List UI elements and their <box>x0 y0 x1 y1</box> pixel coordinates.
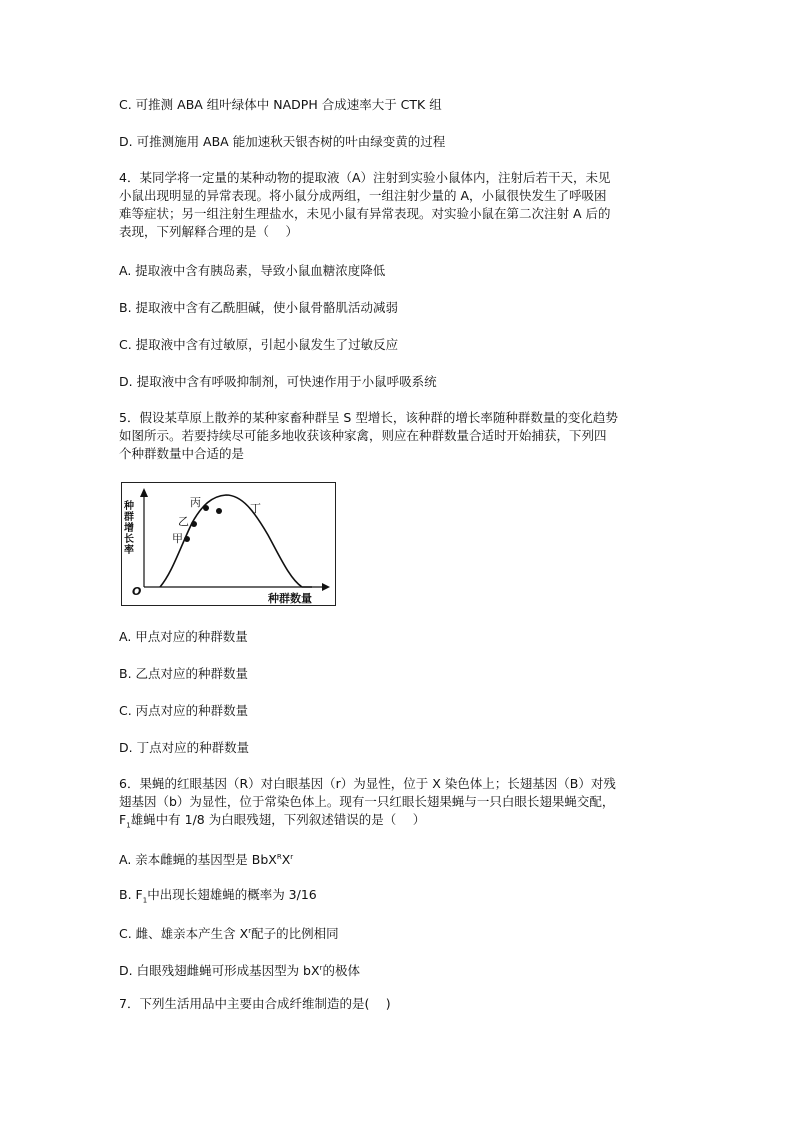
sup-r-small: r <box>290 853 294 861</box>
question-4-line: 小鼠出现明显的异常表现。将小鼠分成两组，一组注射少量的 A，小鼠很快发生了呼吸困 <box>119 188 607 203</box>
question-6-line <box>119 812 425 834</box>
y-axis-arrow <box>140 488 148 497</box>
sup-r-small: r <box>248 927 252 935</box>
x-axis-label: 种群数量 <box>268 592 312 605</box>
question-5-line: 5．假设某草原上散养的某种家畜种群呈 S 型增长，该种群的增长率随种群数量的变化趋势 <box>119 410 618 425</box>
growth-rate-graph <box>121 482 336 606</box>
point-bing <box>203 505 209 511</box>
point-label-bing: 丙 <box>190 496 201 509</box>
option-q6-a-x: X <box>281 852 291 868</box>
x-axis-arrow <box>322 583 330 591</box>
option-q6-b-pre: B. F <box>119 887 143 902</box>
point-label-jia: 甲 <box>172 532 183 545</box>
option-q6-c-text: 配子的比例相同 <box>251 926 339 942</box>
sup-r: R <box>276 853 282 861</box>
option-q4-c: C. 提取液中含有过敏原，引起小鼠发生了过敏反应 <box>119 337 399 352</box>
question-4-line: 4．某同学将一定量的某种动物的提取液（A）注射到实验小鼠体内，注射后若干天，未见 <box>119 170 611 185</box>
option-q6-d-pre: D. 白眼残翅雌蝇可形成基因型为 bX <box>119 963 320 979</box>
option-q4-d: D. 提取液中含有呼吸抑制剂，可快速作用于小鼠呼吸系统 <box>119 374 437 389</box>
point-jia <box>184 536 190 542</box>
f1-subscript: 1 <box>142 896 148 905</box>
point-yi <box>191 521 197 527</box>
option-q3-c: C. 可推测 ABA 组叶绿体中 NADPH 合成速率大于 CTK 组 <box>119 97 442 112</box>
option-q6-b-text: 中出现长翅雄蝇的概率为 3/16 <box>147 887 317 902</box>
q6-line3-text: 雄蝇中有 1/8 为白眼残翅，下列叙述错误的是（ ） <box>130 812 426 827</box>
question-6-line: 6．果蝇的红眼基因（R）对白眼基因（r）为显性，位于 X 染色体上；长翅基因（B）对残 <box>119 776 616 791</box>
option-q6-d-text: 的极体 <box>322 963 360 979</box>
option-q5-b: B. 乙点对应的种群数量 <box>119 666 249 681</box>
option-q6-c-pre: C. 雌、雄亲本产生含 X <box>119 926 249 942</box>
option-q4-b: B. 提取液中含有乙酰胆碱，使小鼠骨骼肌活动减弱 <box>119 300 399 315</box>
question-4-line: 表现，下列解释合理的是（ ） <box>119 224 298 239</box>
option-q5-c: C. 丙点对应的种群数量 <box>119 703 249 718</box>
option-q6-c <box>119 924 339 941</box>
question-7-line: 7．下列生活用品中主要由合成纤维制造的是( ) <box>119 996 391 1011</box>
option-q6-b <box>119 887 317 909</box>
point-label-yi: 乙 <box>178 515 189 528</box>
option-q6-a-text: A. 亲本雌蝇的基因型是 BbX <box>119 852 277 868</box>
y-axis-label: 种群增长率 <box>124 501 134 556</box>
question-4-line: 难等症状；另一组注射生理盐水，未见小鼠有异常表现。对实验小鼠在第二次注射 A 后的 <box>119 206 611 221</box>
option-q4-a: A. 提取液中含有胰岛素，导致小鼠血糖浓度降低 <box>119 263 386 278</box>
option-q5-d: D. 丁点对应的种群数量 <box>119 740 250 755</box>
graph-canvas <box>122 483 337 607</box>
question-5-line: 个种群数量中合适的是 <box>119 446 245 461</box>
question-6-line: 翅基因（b）为显性，位于常染色体上。现有一只红眼长翅果蝇与一只白眼长翅果蝇交配， <box>119 794 615 809</box>
question-5-line: 如图所示。若要持续尽可能多地收获该种家禽，则应在种群数量合适时开始捕获，下列四 <box>119 428 607 443</box>
option-q5-a: A. 甲点对应的种群数量 <box>119 629 248 644</box>
f1-subscript: 1 <box>126 821 131 830</box>
option-q6-a <box>119 850 293 867</box>
sup-r-small: r <box>319 964 323 972</box>
point-ding <box>216 508 222 514</box>
origin-label: O <box>132 585 142 598</box>
option-q3-d: D. 可推测施用 ABA 能加速秋天银杏树的叶由绿变黄的过程 <box>119 134 446 149</box>
option-q6-d <box>119 961 360 978</box>
f1-label: F <box>119 812 127 827</box>
point-label-ding: 丁 <box>250 502 261 515</box>
